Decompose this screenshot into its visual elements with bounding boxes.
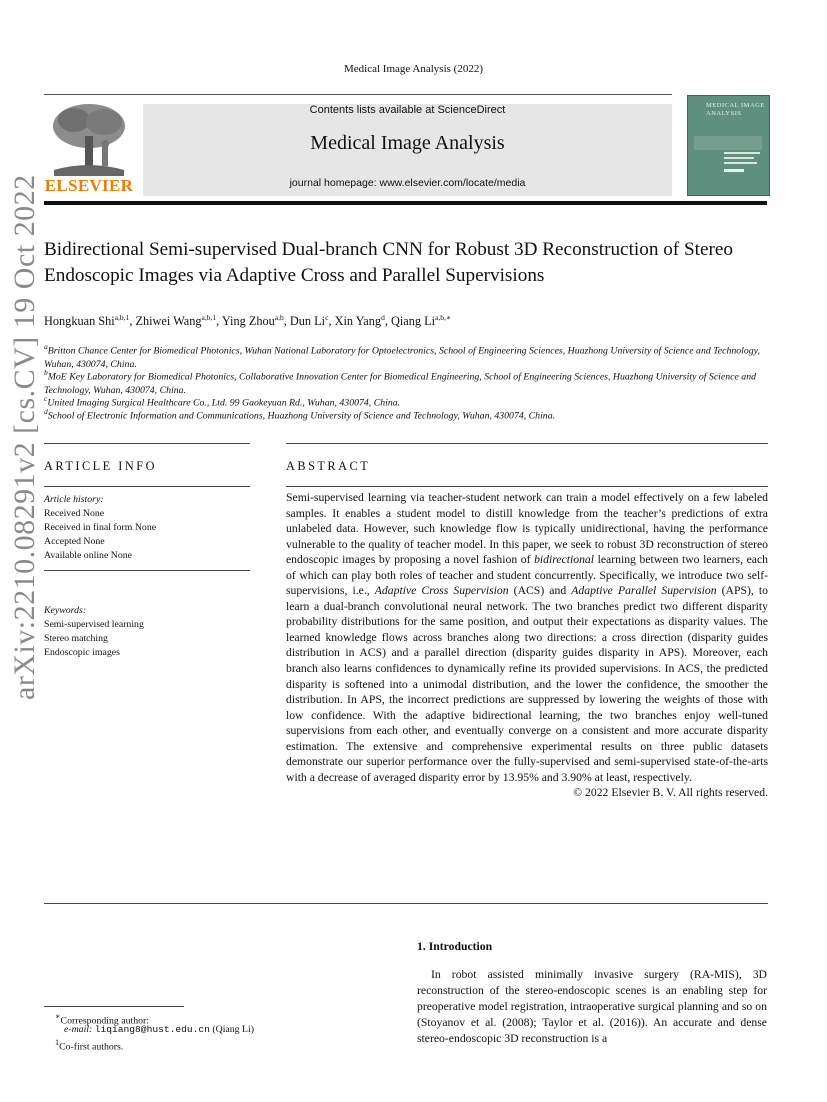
affiliation-mark: d: [44, 407, 48, 416]
email-owner: (Qiang Li): [212, 1024, 254, 1035]
affiliation-mark: c: [44, 394, 48, 403]
author-sup: a,b,1: [201, 313, 217, 322]
history-item: Accepted None: [44, 536, 105, 547]
copyright: © 2022 Elsevier B. V. All rights reserved.: [573, 786, 768, 800]
article-info-rule: [44, 486, 250, 487]
introduction-heading: 1. Introduction: [417, 940, 493, 953]
footnote-mark: ∗: [55, 1012, 61, 1021]
keyword-item: Endoscopic images: [44, 647, 120, 658]
cover-graphic-icon: [694, 136, 762, 176]
footnote-text: Corresponding author:: [60, 1015, 149, 1027]
front-matter-bottom-rule: [44, 903, 768, 904]
affiliation-mark: b: [44, 368, 48, 377]
header-rule: [44, 94, 672, 95]
affiliation-text: School of Electronic Information and Communications, Huazhong University of Science and Technology, Wuhan, 430074, China.: [47, 410, 556, 422]
history-item: Available online None: [44, 550, 132, 561]
abstract-text: learning between two learners, each of which can play both roles of teacher and student concurrently. Specifically, we introduce two self-supervisions, i.e.,: [286, 553, 768, 598]
contents-line: Contents lists available at ScienceDirect: [309, 104, 506, 116]
abstract-body: [286, 490, 768, 801]
history-label: Article history:: [44, 494, 104, 505]
keyword-item: Stereo matching: [44, 633, 108, 644]
email-label: e-mail:: [64, 1024, 93, 1035]
author-name: Xin Yang: [334, 314, 382, 329]
publisher-name: ELSEVIER: [44, 176, 134, 195]
history-item: Received None: [44, 508, 105, 519]
running-head: Medical Image Analysis (2022): [344, 63, 483, 75]
author-name: Dun Li: [289, 314, 326, 329]
abstract-emphasis: Adaptive Cross Supervision: [374, 584, 509, 598]
footnote-mark: 1: [55, 1038, 60, 1047]
keywords: [44, 604, 144, 660]
author-sup: a,b: [274, 313, 284, 322]
journal-name: Medical Image Analysis: [310, 132, 505, 154]
journal-cover: [687, 95, 770, 196]
author-name: Qiang Li: [390, 314, 436, 329]
introduction-body: In robot assisted minimally invasive surgery (RA-MIS), 3D reconstruction of the stereo-endoscopic scenes is an enabling step for preoperative model registration, intraoperative surgical planning and so on (Stoyanov et al. (2008); Taylor et al. (2016)). An accurate and dense stereo-endoscopic 3D reconstruction is a: [417, 968, 767, 1045]
author-name: Hongkuan Shi: [44, 314, 115, 329]
arxiv-stamp: arXiv:2210.08291v2 [cs.CV] 19 Oct 2022: [8, 174, 41, 700]
abstract-emphasis: Adaptive Parallel Supervision: [571, 584, 717, 598]
masthead-rule: [44, 201, 767, 205]
abstract-text: (APS), to learn a dual-branch convolutional neural network. The two branches predict two different disparity probability distributions for the same position, and output their expectations as disparity values. The learned knowledge flows across branches along two directions: a cross direction (disparity guides distribution in ACS) and a parallel direction (disparity guides disparity in APS). Moreover, each branch also learns confidences to dynamically refine its provided supervisions. In ACS, the predicted disparity is softened into a unimodal distribution, and the lower the confidence, the smoother the distribution. In APS, the incorrect predictions are suppressed by lowering the weights of those with low confidence. With the adaptive bidirectional learning, the two branches enjoy well-tuned supervisions from each other, and eventually converge on a consistent and more accurate disparity estimation. The extensive and comprehensive experimental results on three public datasets demonstrate our superior performance over the fully-supervised and semi-supervised state-of-the-arts with a decrease of averaged disparity error by 13.95% and 3.90% at least, respectively.: [286, 584, 768, 784]
abstract-text: (ACS) and: [508, 584, 572, 598]
paper-title: Bidirectional Semi-supervised Dual-branch CNN for Robust 3D Reconstruction of Stereo Endoscopic Images via Adaptive Cross and Parallel Supervisions: [44, 239, 734, 286]
author-name: Zhiwei Wang: [135, 314, 202, 329]
keywords-label: Keywords:: [44, 605, 87, 616]
author-sup: c: [325, 313, 329, 322]
author-sup: d: [381, 313, 385, 322]
elsevier-tree-icon: [44, 100, 134, 176]
introduction-text: [417, 967, 767, 1047]
abstract-rule: [286, 486, 768, 487]
affiliation-text: United Imaging Surgical Healthcare Co., Ltd. 99 Gaokeyuan Rd., Wuhan, 430074, China.: [47, 397, 401, 409]
footnote-text: Co-first authors.: [59, 1041, 124, 1053]
abstract-text: Semi-supervised learning via teacher-student network can train a model effectively on a few labeled samples. It enables a student model to distill knowledge from the teacher’s predictions of extra unlabeled data. However, such knowledge flow is typically unidirectional, having the performance vulnerable to the quality of teacher model. In this paper, we seek to robust 3D reconstruction of stereo endoscopic images by proposing a novel fashion of: [286, 491, 768, 567]
article-info-heading: ARTICLE INFO: [44, 459, 157, 473]
author-sup: a,b,1: [114, 313, 130, 322]
affiliation: [44, 405, 769, 423]
abstract-heading: ABSTRACT: [286, 459, 371, 473]
journal-homepage[interactable]: journal homepage: www.elsevier.com/locate/media: [289, 177, 526, 189]
author-list: Hongkuan Shi$^{a,b,1}$, Zhiwei Wang$^{a,b,1}$, Ying Zhou$^{a,b}$, Dun Li$^c$, Xin Yang$^d$, Qiang $Li^{a,b,∗}$: [44, 313, 451, 329]
affiliation-text: MoE Key Laboratory for Biomedical Photonics, Collaborative Innovation Center for Biomedical Engineering, School of Engineering Sciences, Huazhong University of Science and Technology, Wuhan, 430074, China.: [44, 371, 756, 396]
history-rule: [44, 570, 250, 571]
keyword-item: Semi-supervised learning: [44, 619, 144, 630]
footnote-rule: [44, 1006, 184, 1007]
abstract-top-rule: [286, 443, 768, 444]
footnote-email: [64, 1023, 254, 1036]
author-name: Ying Zhou: [221, 314, 275, 329]
article-history: [44, 493, 156, 563]
author-sup: a,b,∗: [435, 313, 451, 322]
footnote-cofirst: [55, 1036, 123, 1053]
email-address[interactable]: liqiang8@hust.edu.cn: [94, 1024, 210, 1035]
cover-title: MEDICAL IMAGE ANALYSIS: [706, 102, 765, 117]
affiliation-text: Britton Chance Center for Biomedical Photonics, Wuhan National Laboratory for Optoelectronics, School of Engineering Sciences, Huazhong University of Science and Technology, Wuhan, 430074, China.: [44, 345, 760, 370]
abstract-emphasis: bidirectional: [534, 553, 595, 567]
affiliation-mark: a: [44, 342, 48, 351]
history-item: Received in final form None: [44, 522, 157, 533]
article-info-top-rule: [44, 443, 250, 444]
